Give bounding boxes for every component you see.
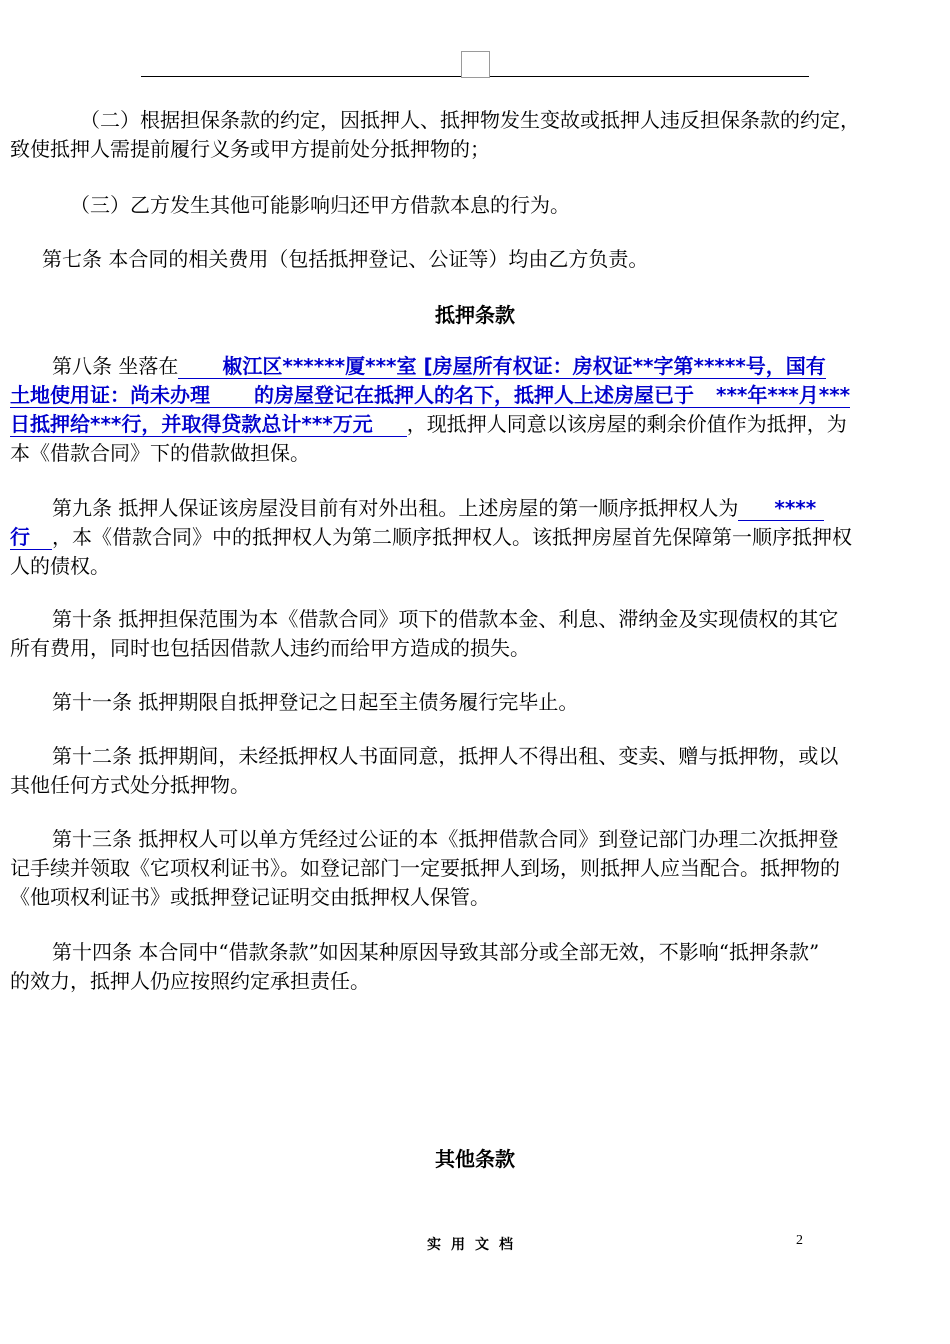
- text-fragment: ，本《借款合同》中的抵押权人为第二顺序抵押权人。该抵押房屋首先保障第一顺序抵押权: [52, 525, 852, 549]
- article-10: [10, 605, 940, 663]
- text-line: [10, 410, 940, 439]
- footer-label: 实用文档: [427, 1237, 523, 1253]
- text-line: 第十四条 本合同中“借款条款”如因某种原因导致其部分或全部无效，不影响“抵押条款”: [52, 940, 820, 964]
- text-line: 第十三条 抵押权人可以单方凭经过公证的本《抵押借款合同》到登记部门办理二次抵押登: [52, 827, 839, 851]
- article-9: [10, 494, 940, 581]
- header-box: [461, 51, 490, 78]
- fill-in-date: ***年***月***: [694, 383, 850, 408]
- text-line: 本《借款合同》下的借款做担保。: [10, 441, 310, 465]
- fill-in-address: 椒江区******厦***室 [房屋所有权证：房权证**字第*****号，国有: [178, 354, 825, 379]
- fill-in-first-mortgagee: ****: [738, 496, 824, 521]
- text-line: （三）乙方发生其他可能影响归还甲方借款本息的行为。: [70, 193, 570, 217]
- text-line: 第七条 本合同的相关费用（包括抵押登记、公证等）均由乙方负责。: [42, 247, 649, 271]
- section-heading-other: 其他条款: [435, 1147, 515, 1171]
- fill-in-first-mortgagee-b: 行: [10, 525, 52, 550]
- text-line: 的效力，抵押人仍应按照约定承担责任。: [10, 969, 370, 993]
- fill-in-land-cert: 土地使用证：尚未办理: [10, 383, 210, 407]
- text-line: 所有费用，同时也包括因借款人违约而给甲方造成的损失。: [10, 636, 530, 660]
- article-12: [10, 742, 940, 800]
- text-line: [10, 523, 940, 552]
- text-fragment: 第九条 抵押人保证该房屋没目前有对外出租。上述房屋的第一顺序抵押权人为: [52, 496, 739, 520]
- text-line: [10, 381, 940, 410]
- text-line: （二）根据担保条款的约定，因抵押人、抵押物发生变故或抵押人违反担保条款的约定，: [80, 108, 860, 132]
- text-fragment: 第八条 坐落在: [52, 354, 179, 378]
- article-7: [10, 245, 940, 274]
- fill-in-registration: 的房屋登记在抵押人的名下，抵押人上述房屋已于: [210, 383, 694, 408]
- article-14: [10, 938, 940, 996]
- text-fragment: ，现抵押人同意以该房屋的剩余价值作为抵押，为: [406, 412, 847, 436]
- article-13: [10, 825, 940, 912]
- article-8: [10, 352, 940, 468]
- text-line: 其他任何方式处分抵押物。: [10, 773, 250, 797]
- text-line: 第十条 抵押担保范围为本《借款合同》项下的借款本金、利息、滞纳金及实现债权的其它: [52, 607, 839, 631]
- text-line: 人的债权。: [10, 554, 110, 578]
- article-11: [10, 688, 940, 717]
- text-line: 记手续并领取《它项权利证书》。如登记部门一定要抵押人到场，则抵押人应当配合。抵押物的: [10, 856, 840, 880]
- page-number: 2: [796, 1233, 803, 1248]
- article-6-clause-2: [10, 106, 940, 164]
- text-line: [10, 352, 940, 381]
- fill-in-loan: 日抵押给***行，并取得贷款总计***万元: [10, 412, 407, 437]
- text-line: 《他项权利证书》或抵押登记证明交由抵押权人保管。: [10, 885, 490, 909]
- text-line: 第十二条 抵押期间，未经抵押权人书面同意，抵押人不得出租、变卖、赠与抵押物，或以: [52, 744, 839, 768]
- article-6-clause-3: [10, 191, 940, 220]
- text-line: 致使抵押人需提前履行义务或甲方提前处分抵押物的；: [10, 137, 490, 161]
- text-line: 第十一条 抵押期限自抵押登记之日起至主债务履行完毕止。: [52, 690, 579, 714]
- section-heading-mortgage: 抵押条款: [435, 303, 515, 327]
- text-line: [10, 494, 940, 523]
